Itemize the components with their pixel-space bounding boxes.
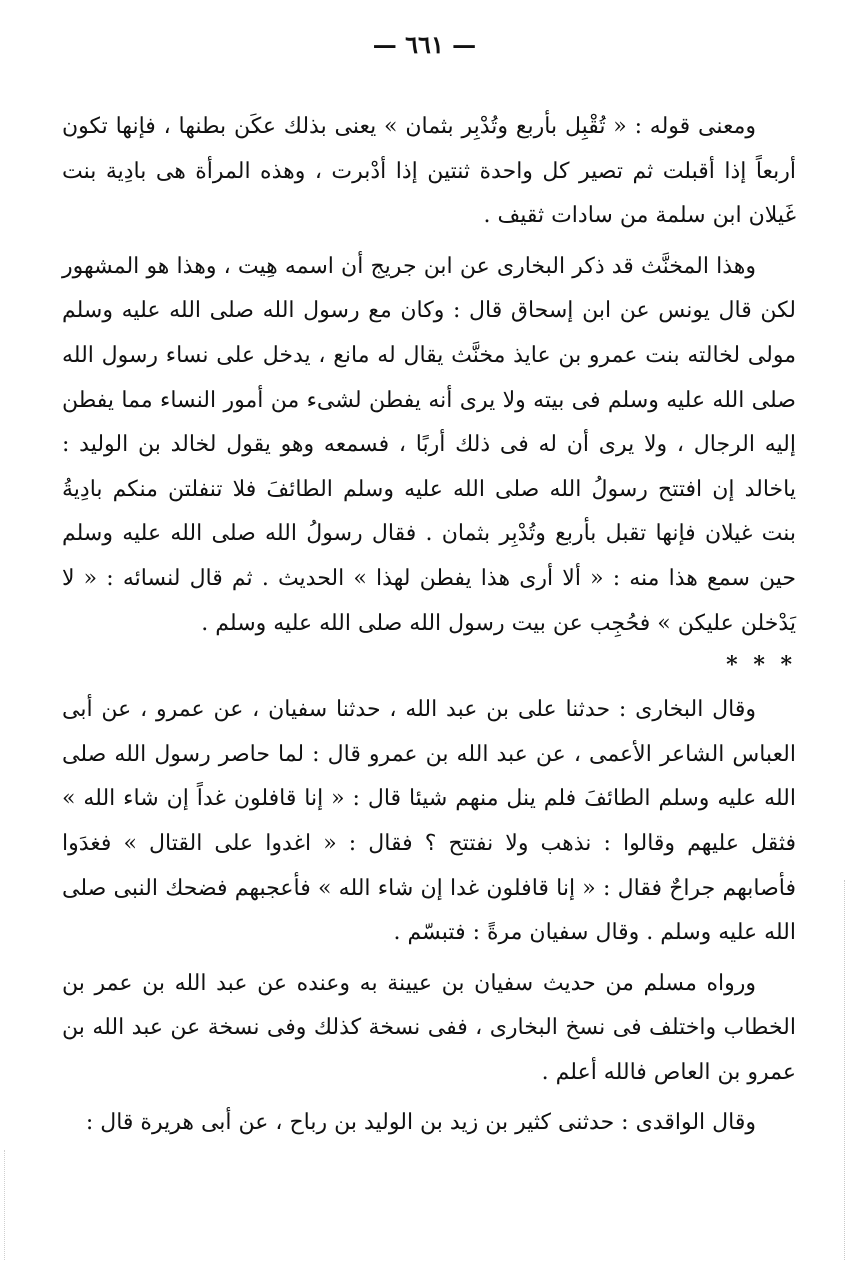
- page-body: [62, 105, 796, 1146]
- paragraph-5: وقال الواقدى : حدثنى كثير بن زيد بن الوليد بن رباح ، عن أبى هريرة قال :: [85, 1110, 756, 1136]
- paragraph-3: وقال البخارى : حدثنا على بن عبد الله ، حدثنا سفيان ، عن عمرو ، عن أبى العباس الشاعر الأعمى ، عن عبد الله بن عمرو قال : لما حاصر رسول الله صلى الله عليه وسلم الطائفَ فلم ينل منهم شيئا قال : « إنا قافلون غداً إن شاء الله » فثقل عليهم وقالوا : نذهب ولا نفتتح ؟ فقال : « اغدوا على القتال » فغدَوا فأصابهم جراحٌ فقال : « إنا قافلون غدا إن شاء الله » فأعجبهم فضحك النبى صلى الله عليه وسلم . وقال سفيان مرةً : فتبسّم .: [62, 697, 796, 946]
- page-number: — ٦٦١ —: [372, 30, 477, 59]
- scan-edge-marks-left: [4, 1150, 11, 1260]
- paragraph-4: ورواه مسلم من حديث سفيان بن عيينة به وعنده عن عبد الله بن عمر بن الخطاب واختلف فى نسخ البخارى ، ففى نسخة كذلك وفى نسخة عن عبد الله بن عمرو بن العاص فالله أعلم .: [62, 970, 796, 1085]
- paragraph-2: وهذا المخنَّث قد ذكر البخارى عن ابن جريج أن اسمه هِيت ، وهذا هو المشهور لكن قال يونس عن ابن إسحاق قال : وكان مع رسول الله صلى الله عليه وسلم مولى لخالته بنت عمرو بن عايذ مخنَّث يقال له مانع ، يدخل على نساء رسول الله صلى الله عليه وسلم فى بيته ولا يرى أنه يفطن لشىء من أمور النساء مما يفطن إليه الرجال ، ولا يرى أن له فى ذلك أربًا ، فسمعه وهو يقول لخالد بن الوليد : ياخالد إن افتتح رسولُ الله صلى الله عليه وسلم الطائفَ فلا تنفلتن منكم بادِيةُ بنت غيلان فإنها تقبل بأربع وتُدْبِر بثمان . فقال رسولُ الله صلى الله عليه وسلم حين سمع هذا منه : « ألا أرى هذا يفطن لهذا » الحديث . ثم قال لنسائه : « لا يَدْخلن عليكن » فحُجِب عن بيت رسول الله صلى الله عليه وسلم .: [62, 253, 796, 636]
- section-separator: * * *: [726, 652, 796, 679]
- scan-edge-marks: [838, 880, 845, 1260]
- paragraph-1: ومعنى قوله : « تُقْبِل بأربع وتُدْبِر بثمان » يعنى بذلك عكَن بطنها ، فإنها تكون أربعاً إذا أقبلت ثم تصير كل واحدة ثنتين إذا أدْبرت ، وهذه المرأة هى بادِية بنت غَيلان ابن سلمة من سادات ثقيف .: [62, 114, 797, 229]
